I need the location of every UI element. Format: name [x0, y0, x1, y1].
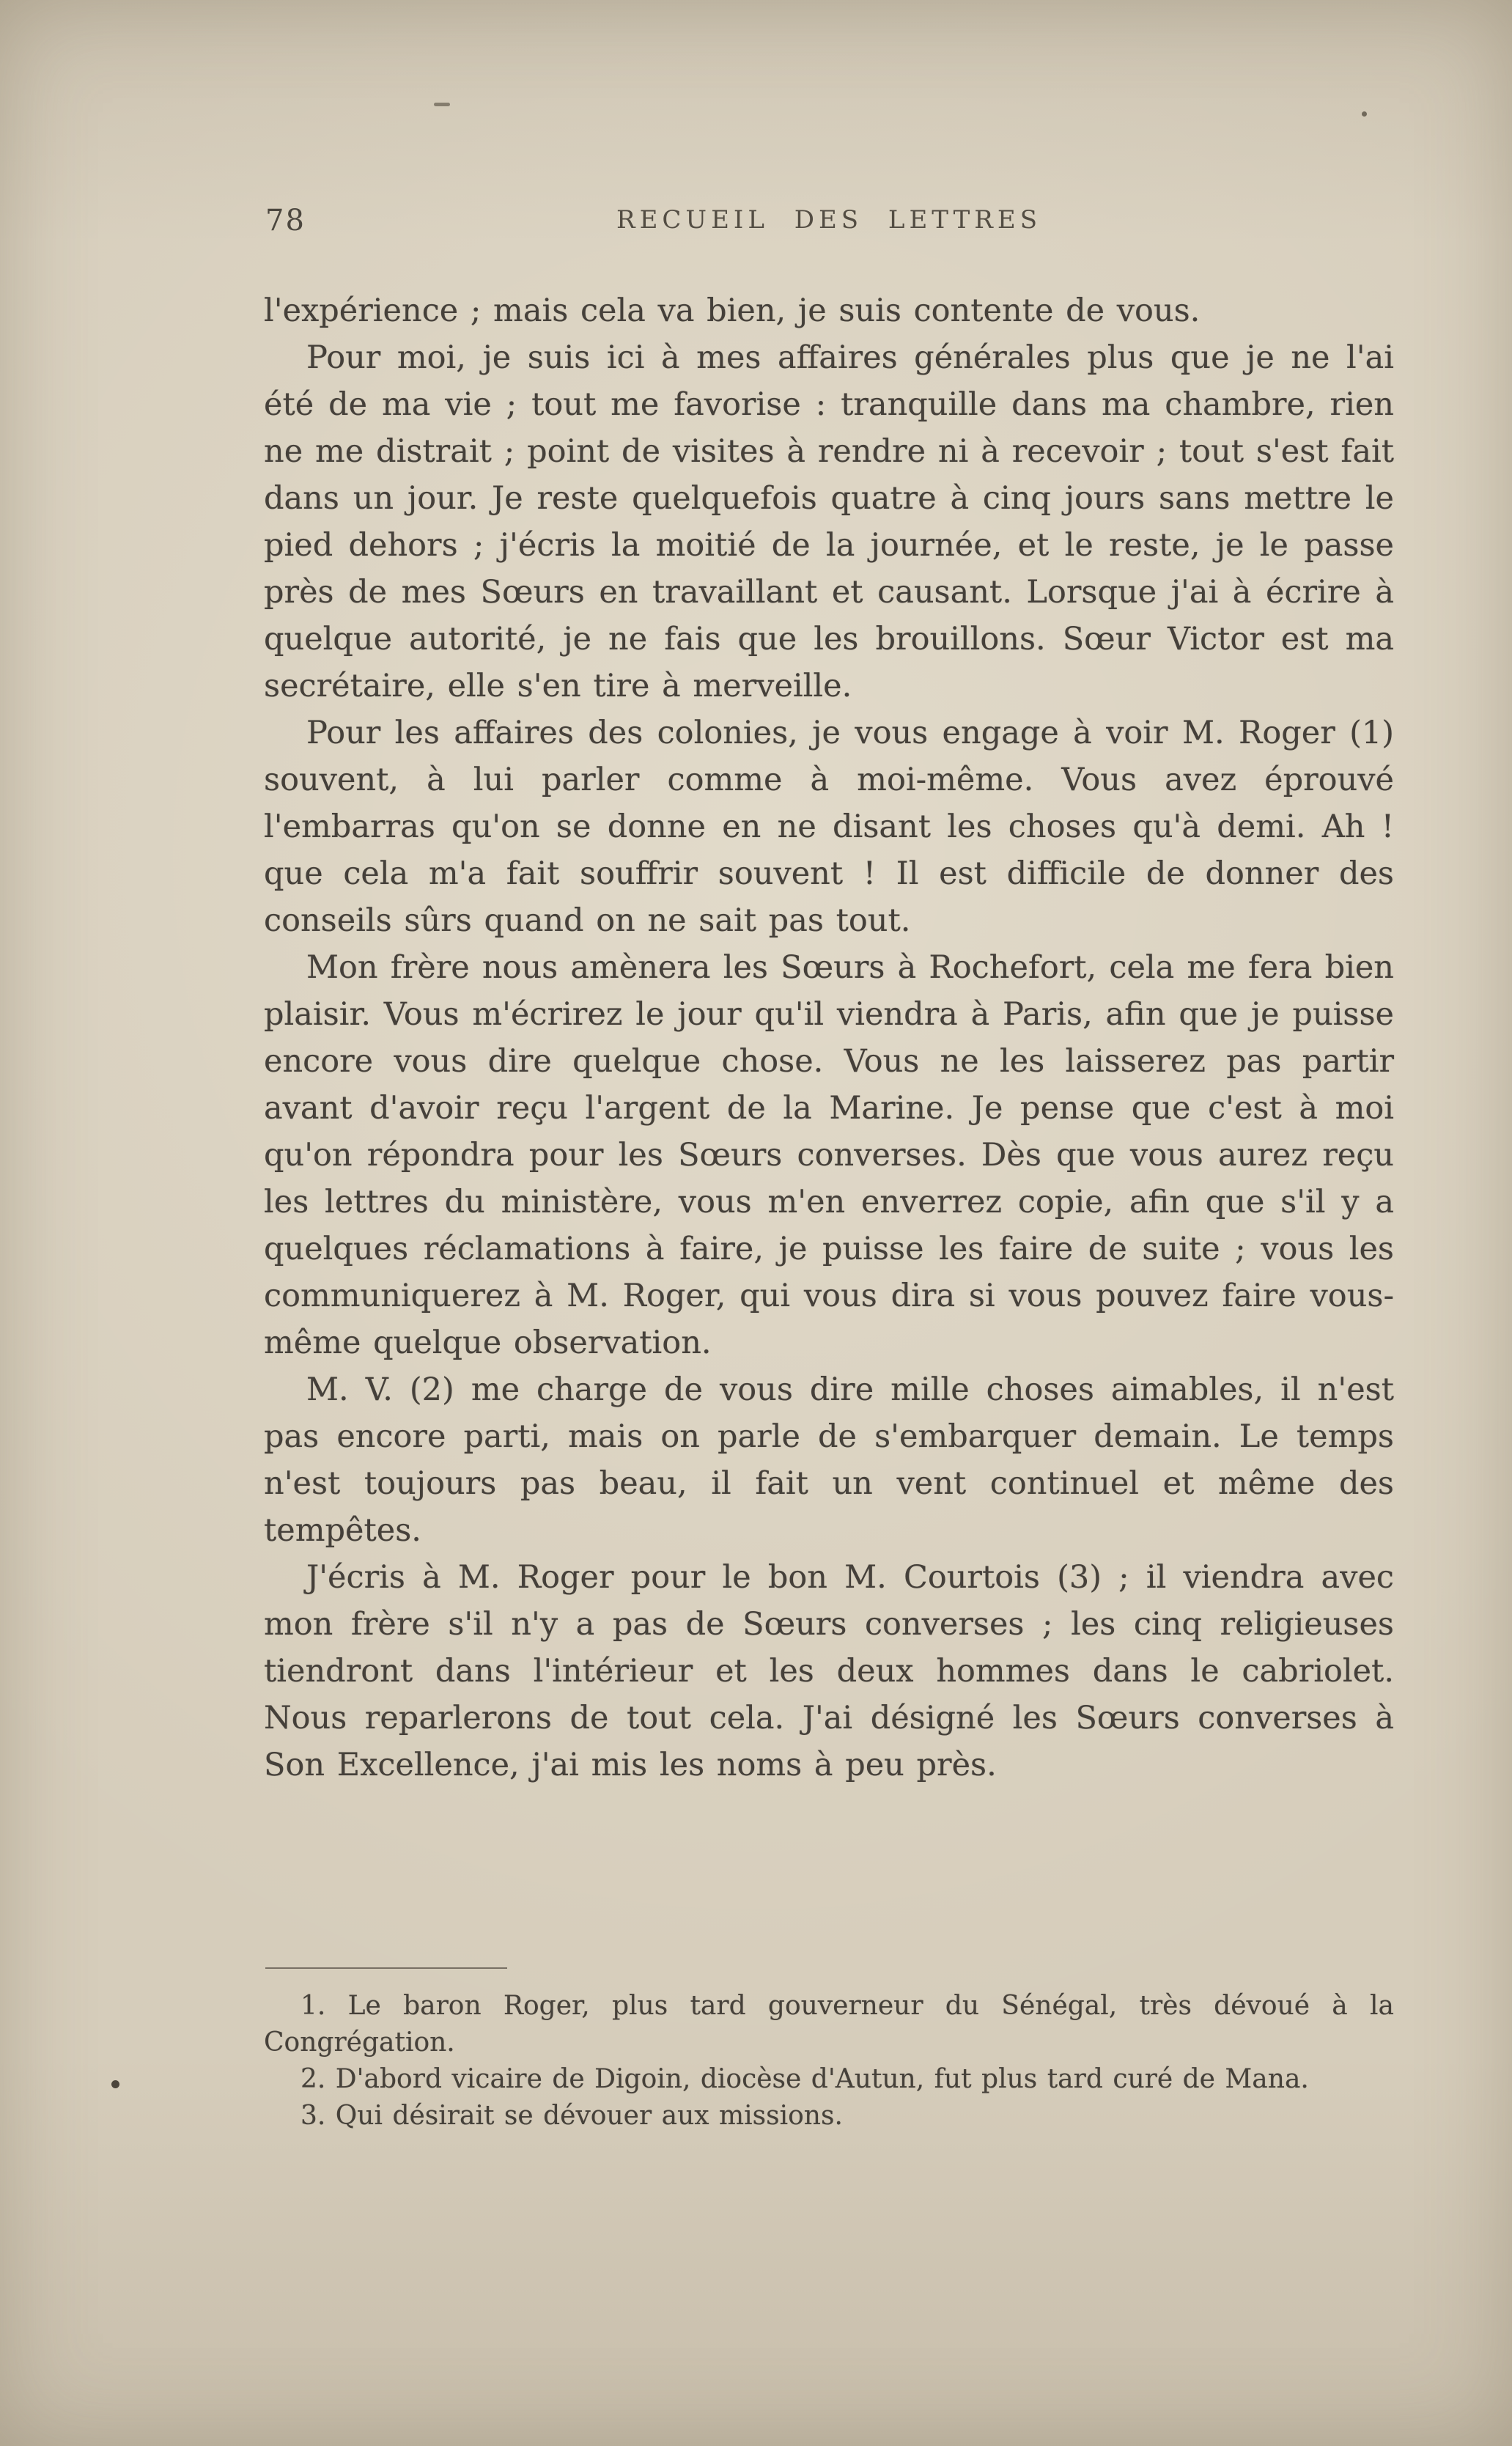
body-paragraph: l'expérience ; mais cela va bien, je suis contente de vous. [264, 292, 1201, 329]
body-paragraph: Pour moi, je suis ici à mes affaires générales plus que je ne l'ai été de ma vie ; tout me favorise : tranquille dans ma chambre, rien ne me distrait ; point de visites à rendre ni à recevoir ; tout s'est fait dans un jour. Je reste quelquefois quatre à cinq jours sans mettre le pied dehors ; j'écris la moitié de la journée, et le reste, je le passe près de mes Sœurs en travaillant et causant. Lorsque j'ai à écrire à quelque autorité, je ne fais que les brouillons. Sœur Victor est ma secrétaire, elle s'en tire à merveille. [264, 339, 1394, 704]
page-number: 78 [265, 204, 306, 237]
body-paragraph: Pour les affaires des colonies, je vous engage à voir M. Roger (1) souvent, à lui parler comme à moi-même. Vous avez éprouvé l'embarras qu'on se donne en ne disant les choses qu'à demi. Ah ! que cela m'a fait souffrir souvent ! Il est difficile de donner des conseils sûrs quand on ne sait pas tout. [264, 715, 1394, 939]
text-column [264, 287, 1394, 2134]
letter-body [264, 287, 1394, 1789]
running-head [264, 202, 1394, 240]
body-paragraph: Mon frère nous amènera les Sœurs à Rochefort, cela me fera bien plaisir. Vous m'écrirez le jour qu'il viendra à Paris, afin que je puisse encore vous dire quelque chose. Vous ne les laisserez pas partir avant d'avoir reçu l'argent de la Marine. Je pense que c'est à moi qu'on répondra pour les Sœurs converses. Dès que vous aurez reçu les lettres du ministère, vous m'en enverrez copie, afin que s'il y a quelques réclamations à faire, je puisse les faire de suite ; vous les communiquerez à M. Roger, qui vous dira si vous pouvez faire vous-même quelque observation. [264, 949, 1394, 1361]
scan-artifact [111, 2080, 119, 2088]
body-paragraph: M. V. (2) me charge de vous dire mille choses aimables, il n'est pas encore parti, mais on parle de s'embarquer demain. Le temps n'est toujours pas beau, il fait un vent continuel et même des tempêtes. [264, 1371, 1394, 1549]
running-title: RECUEIL DES LETTRES [616, 205, 1041, 235]
footnote: 2. D'abord vicaire de Digoin, diocèse d'Autun, fut plus tard curé de Mana. [300, 2064, 1309, 2094]
scan-artifact [434, 103, 450, 106]
scan-artifact [1362, 111, 1367, 117]
footnotes-section [264, 1967, 1394, 2134]
body-paragraph: J'écris à M. Roger pour le bon M. Courtois (3) ; il viendra avec mon frère s'il n'y a pas de Sœurs converses ; les cinq religieuses tiendront dans l'intérieur et les deux hommes dans le cabriolet. Nous reparlerons de tout cela. J'ai désigné les Sœurs converses à Son Excellence, j'ai mis les noms à peu près. [264, 1559, 1394, 1783]
footnote-separator-rule [265, 1967, 507, 1969]
footnote: 1. Le baron Roger, plus tard gouverneur du Sénégal, très dévoué à la Congrégation. [264, 1991, 1394, 2058]
footnote: 3. Qui désirait se dévouer aux missions. [300, 2101, 843, 2131]
